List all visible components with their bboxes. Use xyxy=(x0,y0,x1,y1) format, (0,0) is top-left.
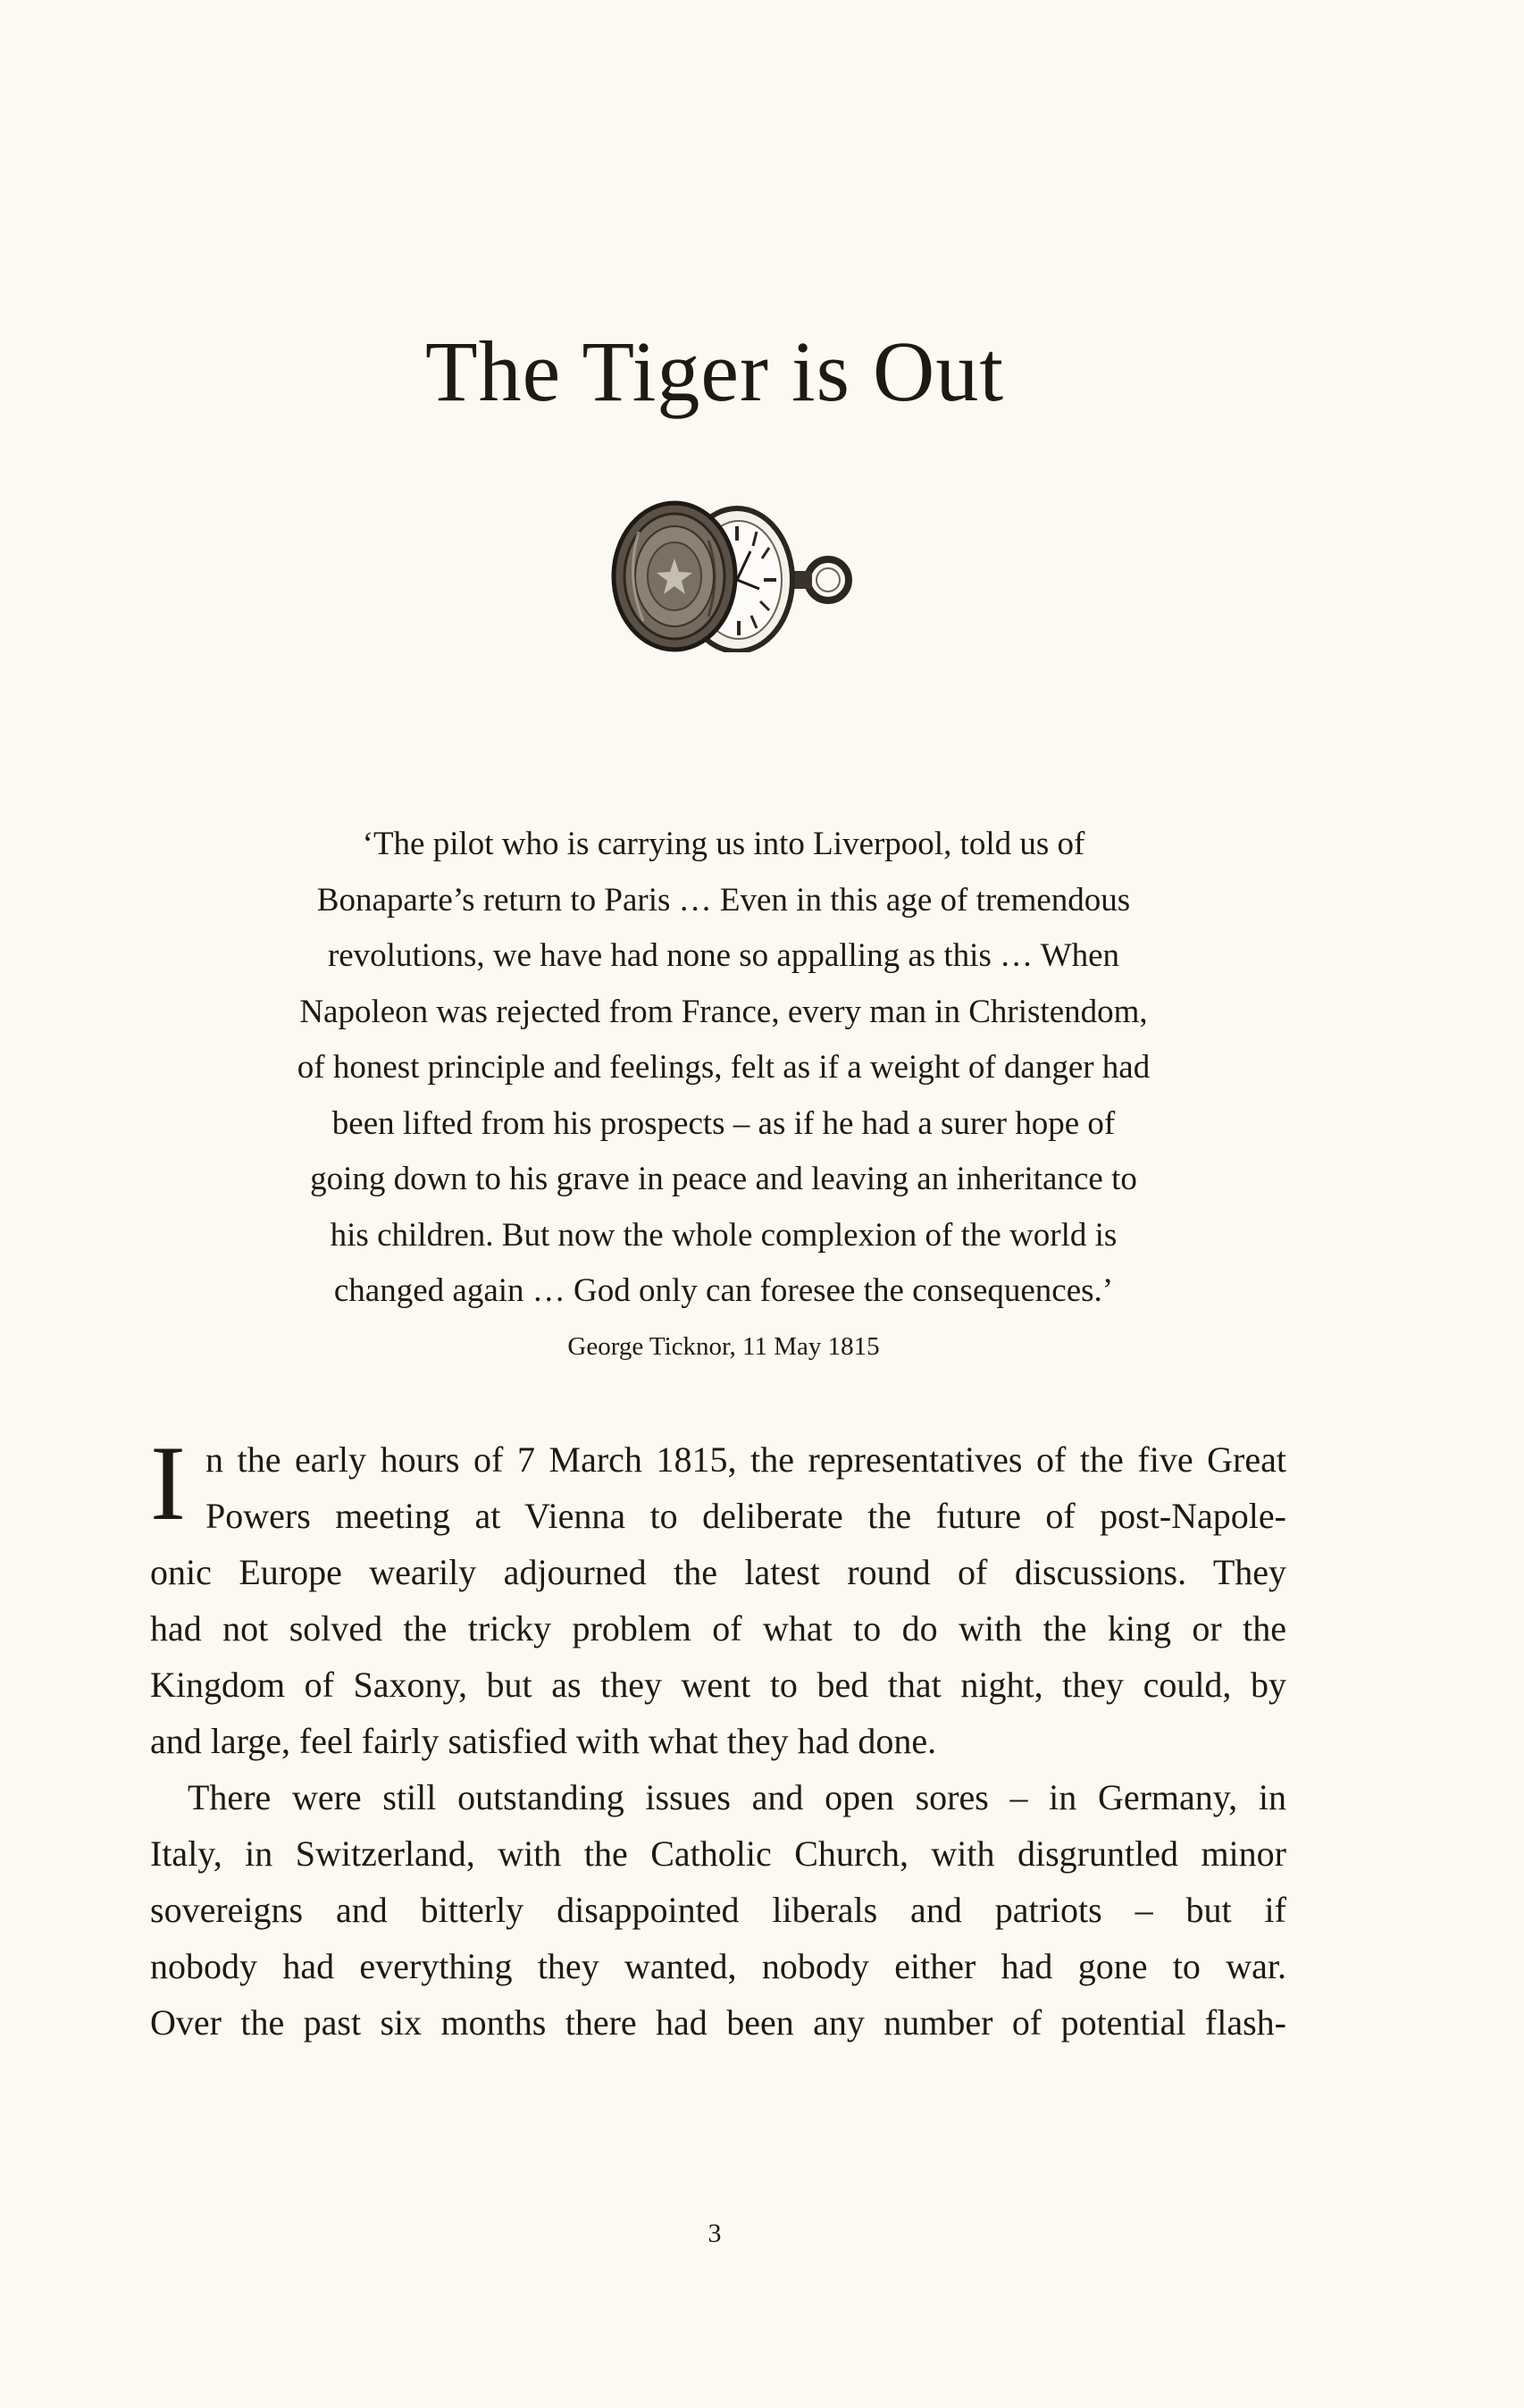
body-line: onic Europe wearily adjourned the latest round of discussions. They xyxy=(150,1552,1286,1592)
paragraph-2 xyxy=(150,1769,1286,2051)
body-line: Italy, in Switzerland, with the Catholic Church, with disgruntled minor xyxy=(150,1833,1286,1874)
epigraph-line: changed again … God only can foresee the consequences.’ xyxy=(333,1272,1114,1309)
page-number: 3 xyxy=(708,2219,722,2248)
epigraph-line: revolutions, we have had none so appalling as this … When xyxy=(327,937,1120,974)
body-line: Kingdom of Saxony, but as they went to bed that night, they could, by xyxy=(150,1665,1286,1705)
epigraph-attribution: George Ticknor, 11 May 1815 xyxy=(567,1331,880,1361)
epigraph-line: Bonaparte’s return to Paris … Even in this age of tremendous xyxy=(316,881,1131,919)
body-line: had not solved the tricky problem of what to do with the king or the xyxy=(150,1608,1286,1649)
body-line: nobody had everything they wanted, nobody either had gone to war. xyxy=(150,1946,1286,1986)
epigraph-line: going down to his grave in peace and leaving an inheritance to xyxy=(310,1161,1137,1197)
epigraph-line: been lifted from his prospects – as if he had a surer hope of xyxy=(331,1104,1116,1142)
epigraph-line: of honest principle and feelings, felt as if a weight of danger had xyxy=(297,1049,1151,1086)
body-line: Over the past six months there had been any number of potential flash- xyxy=(150,2002,1286,2043)
body-line: There were still outstanding issues and open sores – in Germany, in xyxy=(188,1777,1286,1817)
body-line: and large, feel fairly satisfied with what they had done. xyxy=(150,1721,937,1761)
body-text xyxy=(150,1423,1286,2051)
epigraph-line: ‘The pilot who is carrying us into Liverpool, told us of xyxy=(362,826,1085,862)
body-line: Powers meeting at Vienna to deliberate the future of post-Napole- xyxy=(205,1496,1286,1536)
pocket-watch-icon xyxy=(603,496,871,652)
chapter-title: The Tiger is Out xyxy=(424,323,1005,419)
epigraph-line: Napoleon was rejected from France, every man in Christendom, xyxy=(299,993,1148,1030)
drop-cap: I xyxy=(150,1423,186,1542)
epigraph xyxy=(197,817,1251,1364)
body-line: n the early hours of 7 March 1815, the representatives of the five Great xyxy=(205,1439,1286,1480)
paragraph-1 xyxy=(150,1423,1286,1769)
epigraph-line: his children. But now the whole complexion of the world is xyxy=(330,1216,1118,1254)
body-line: sovereigns and bitterly disappointed liberals and patriots – but if xyxy=(150,1890,1286,1930)
